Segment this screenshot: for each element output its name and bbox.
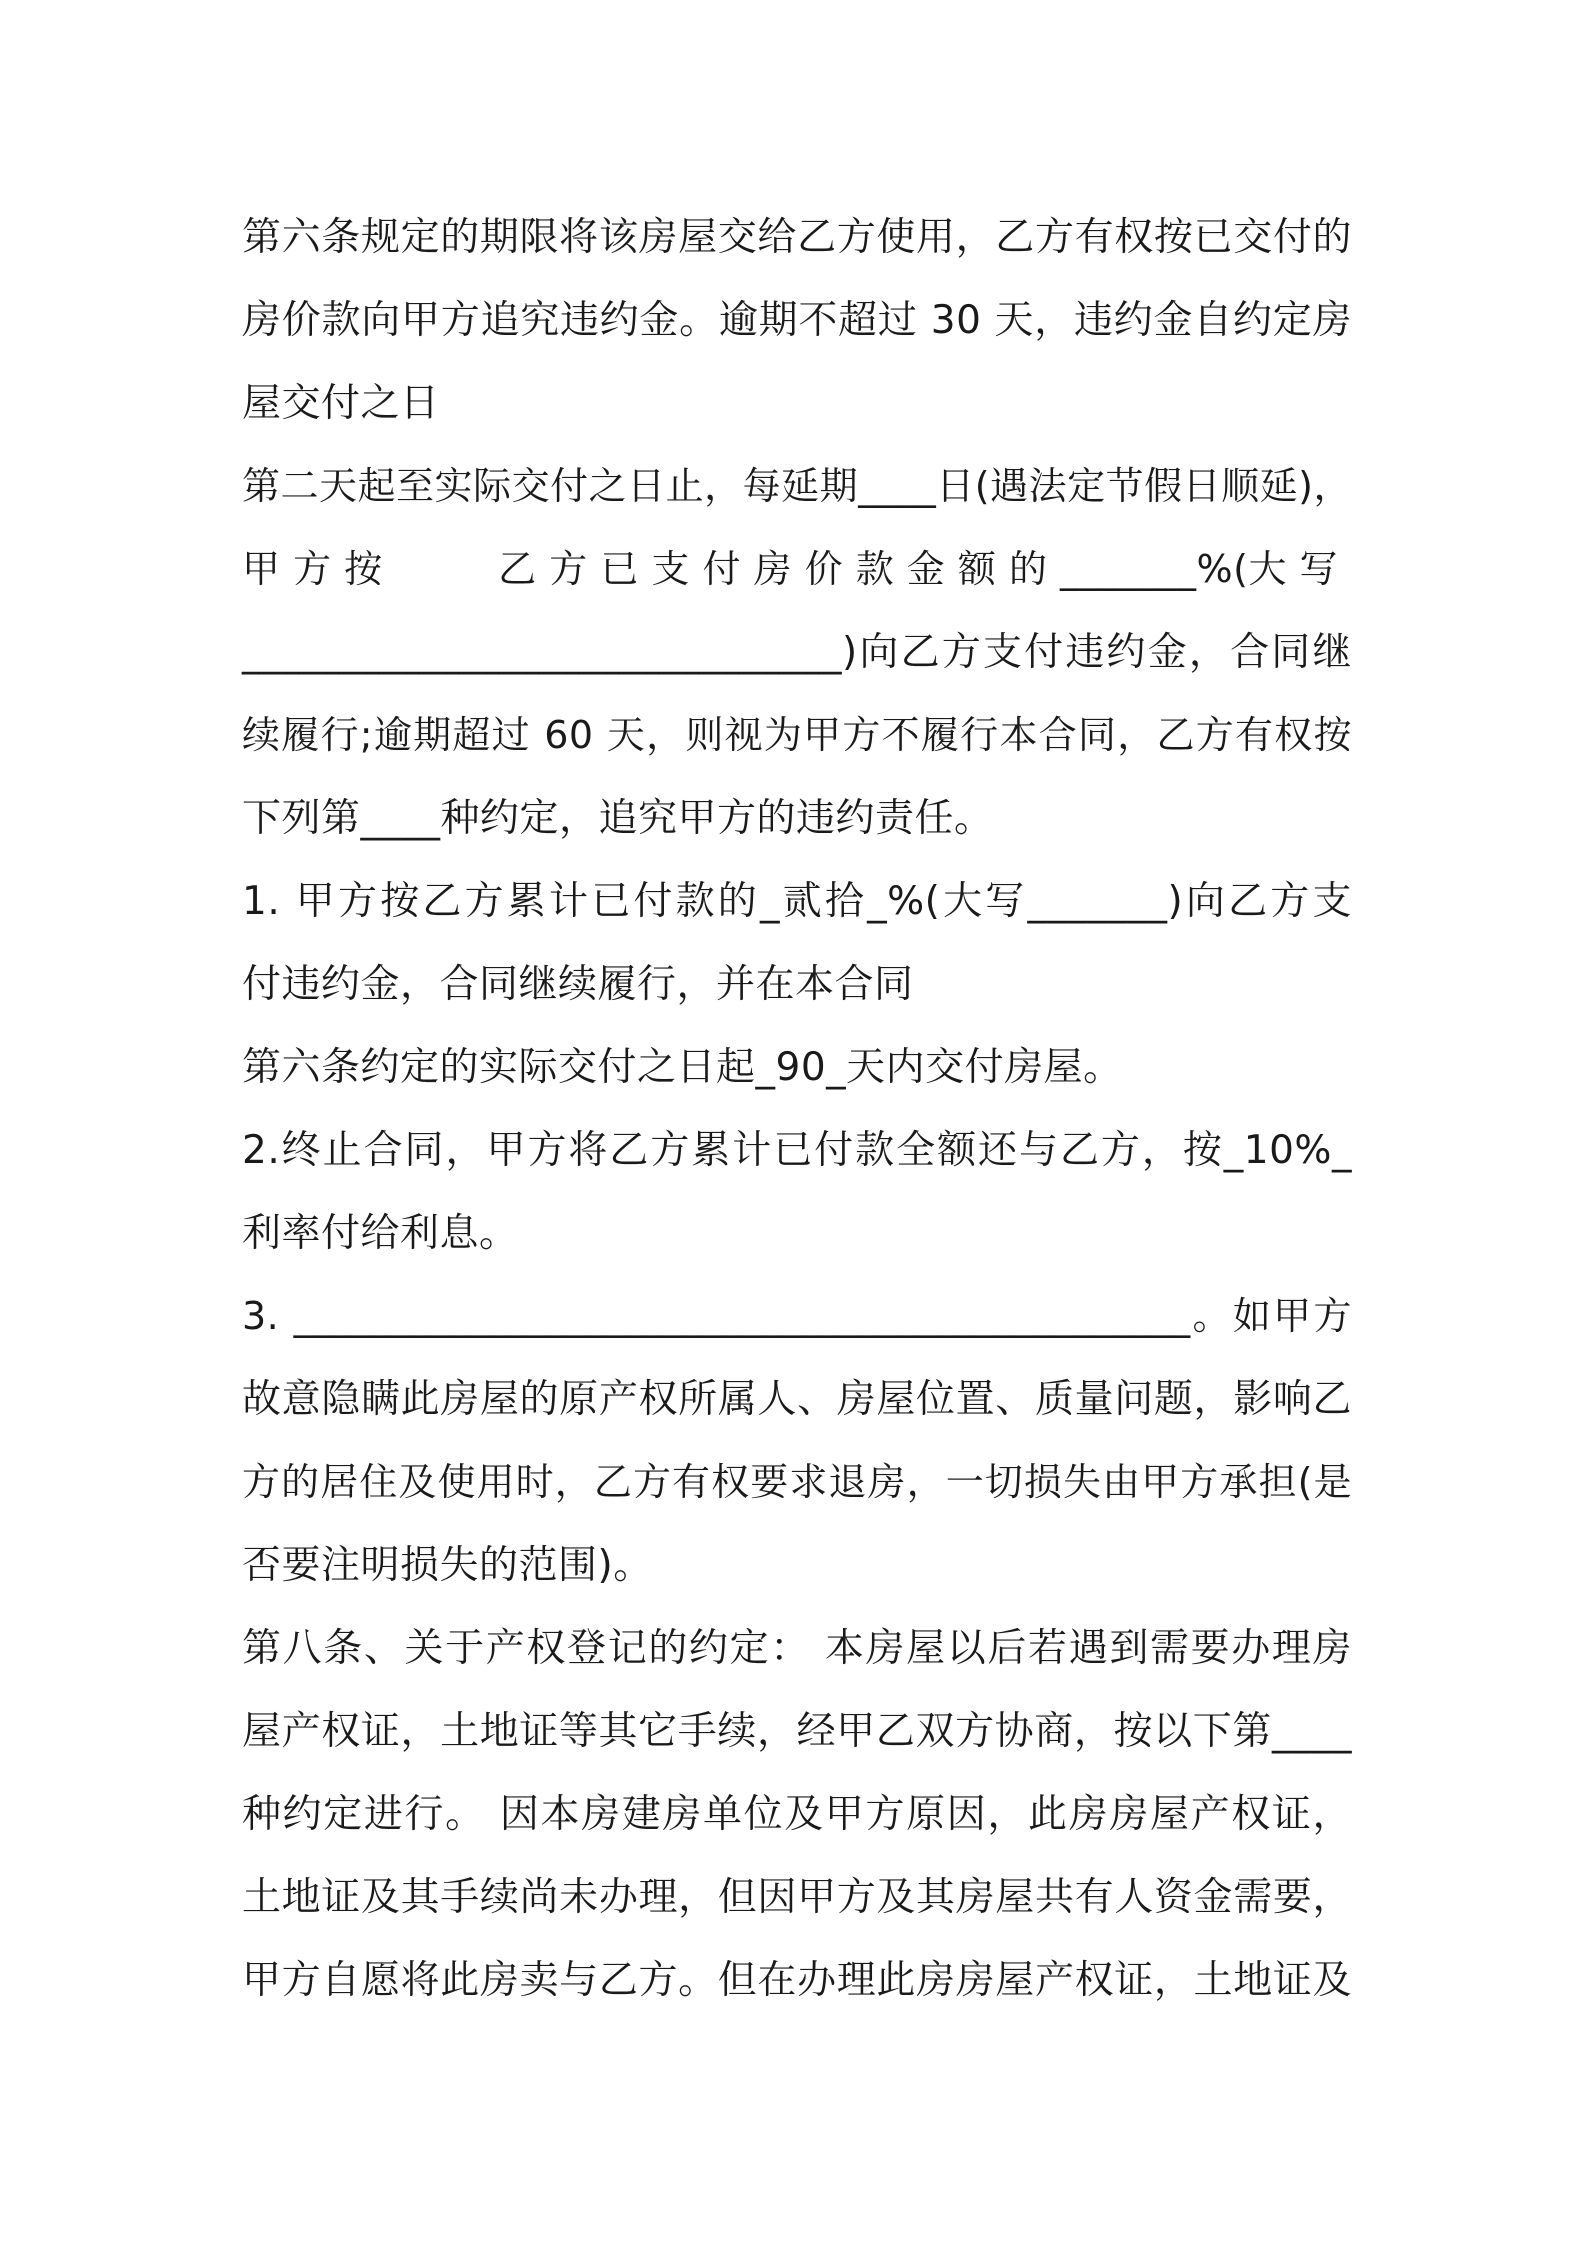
text-line: 第六条约定的实际交付之日起_90_天内交付房屋。 [242,1045,1123,1090]
text-line: 甲 方 按 乙 方 已 支 付 房 价 款 金 额 的 _______%(大 写 [242,547,1339,591]
text-line: 下列第____种约定，追究甲方的违约责任。 [242,796,994,841]
text-line: ______________________________)向乙方支付违约金，合同继 [242,630,1352,675]
text-line: 土地证及其手续尚未办理，但因甲方及其房屋共有人资金需要， [242,1875,1352,1920]
text-line: 甲方自愿将此房卖与乙方。但在办理此房房屋产权证，土地证及 [242,1958,1352,2003]
text-line: 屋交付之日 [242,381,440,426]
text-line: 利率付给利息。 [242,1211,519,1256]
text-line: 屋产权证，土地证等其它手续，经甲乙双方协商，按以下第____ [242,1709,1352,1754]
text-line: 1. 甲方按乙方累计已付款的_贰拾_%(大写_______)向乙方支 [242,879,1352,924]
text-line: 种约定进行。 因本房建房单位及甲方原因，此房房屋产权证， [242,1792,1352,1837]
text-line: 方的居住及使用时，乙方有权要求退房，一切损失由甲方承担(是 [242,1460,1352,1504]
text-line: 第八条、关于产权登记的约定： 本房屋以后若遇到需要办理房 [242,1626,1352,1671]
text-line: 续履行;逾期超过 60 天，则视为甲方不履行本合同，乙方有权按 [242,713,1352,757]
text-line: 第六条规定的期限将该房屋交给乙方使用，乙方有权按已交付的 [242,215,1352,260]
text-line: 2.终止合同，甲方将乙方累计已付款全额还与乙方，按_10%_ [242,1128,1352,1173]
text-line: 故意隐瞒此房屋的原产权所属人、房屋位置、质量问题，影响乙 [242,1377,1352,1422]
text-line: 付违约金，合同继续履行，并在本合同 [242,962,914,1007]
text-line: 否要注明损失的范围)。 [242,1543,653,1588]
text-line: 第二天起至实际交付之日止，每延期____日(遇法定节假日顺延)， [242,464,1352,508]
contract-body [242,196,1352,2022]
text-line: 3. ______________________________________________。如甲方 [242,1294,1352,1338]
text-line: 房价款向甲方追究违约金。逾期不超过 30 天，违约金自约定房 [242,298,1352,343]
